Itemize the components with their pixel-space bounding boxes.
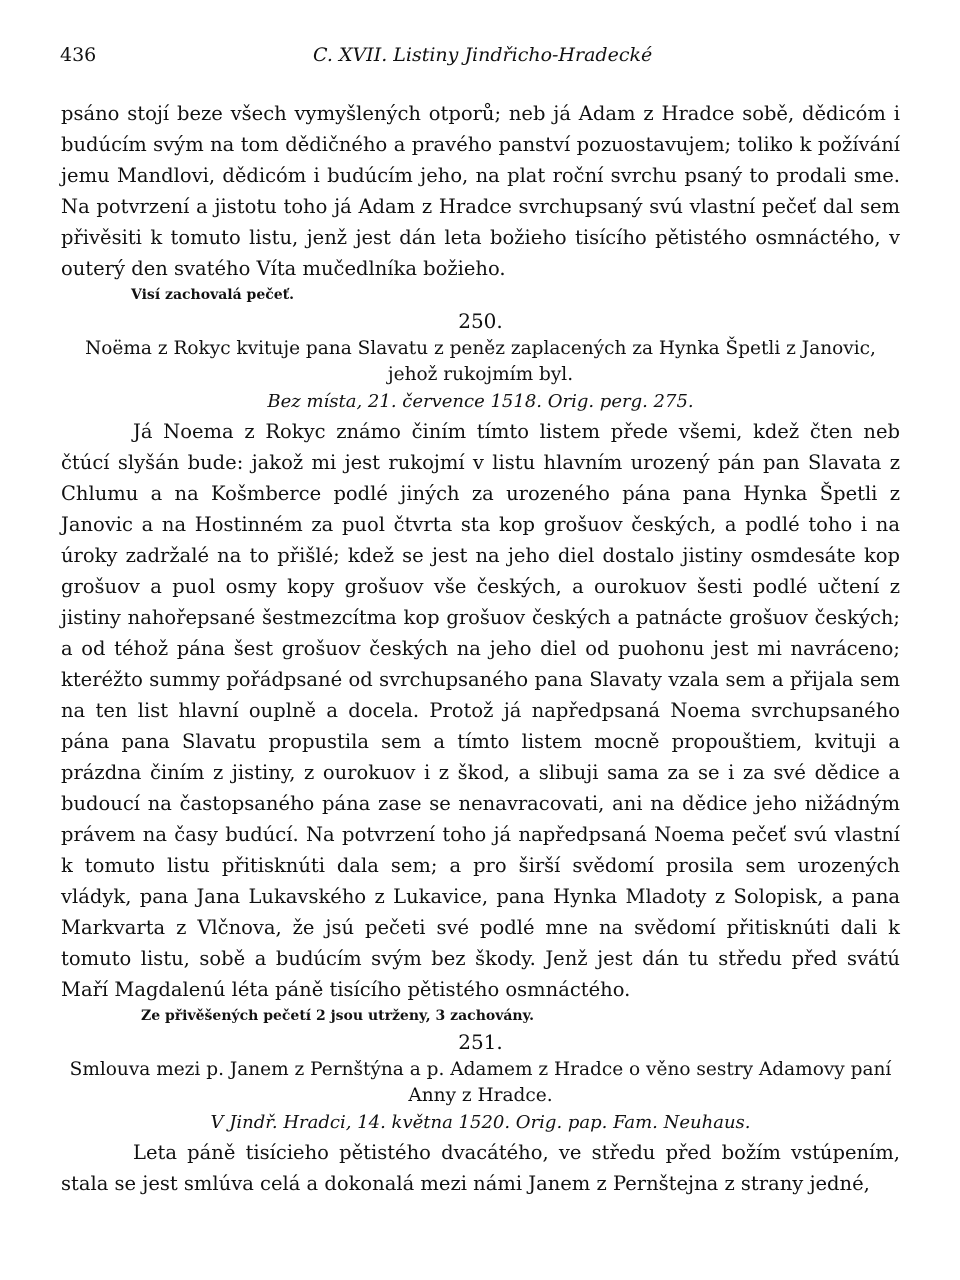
seal-note: Ze přivěšených pečetí 2 jsou utrženy, 3 zachovány.	[141, 1008, 535, 1024]
running-head: C. XVII. Listiny Jindřicho-Hradecké	[313, 44, 653, 66]
page-header	[60, 44, 900, 78]
document-summary: Smlouva mezi p. Janem z Pernštýna a p. Adamem z Hradce o věno sestry Adamovy paní Anny z Hradce.	[69, 1059, 892, 1106]
document-number: 251.	[458, 1030, 503, 1054]
seal-note: Visí zachovalá pečeť.	[131, 287, 295, 303]
document-number: 250.	[458, 309, 503, 333]
document-dateline: Bez místa, 21. července 1518. Orig. perg. 275.	[267, 391, 694, 412]
document-summary: Noëma z Rokyc kvituje pana Slavatu z peněz zaplacených za Hynka Špetli z Janovic, jehož rukojmím byl.	[85, 338, 876, 385]
page-body	[61, 98, 900, 1199]
carryover-paragraph: psáno stojí beze všech vymyšlených otporů; neb já Adam z Hradce sobě, dědicóm i budúcím svým na tom dědičného a pravého panství pozuostavujem; toliko k požívání jemu Mandlovi, dědicóm i budúcím jeho, na plat roční svrchu psaný to prodali sme. Na potvrzení a jistotu toho já Adam z Hradce svrchupsaný svú vlastní pečeť dal sem přivěsiti k tomuto listu, jenž jest dán leta božieho tisícího pětistého osmnáctého, v outerý den svatého Víta mučedlníka božieho.	[61, 102, 900, 280]
page-number: 436	[60, 44, 97, 66]
document-text: Leta páně tisícieho pětistého dvacátého, ve středu před božím vstúpením, stala se jest smlúva celá a dokonalá mezi námi Janem z Pernštejna z strany jedné,	[61, 1141, 900, 1195]
document-dateline: V Jindř. Hradci, 14. května 1520. Orig. pap. Fam. Neuhaus.	[210, 1112, 751, 1133]
document-text: Já Noema z Rokyc známo činím tímto listem přede všemi, kdež čten neb čtúcí slyšán bude: jakož mi jest rukojmí v listu hlavním urozený pán pan Slavata z Chlumu a na Košmberce podlé jiných za urozeného pána pana Hynka Špetli z Janovic a na Hostinném za puol čtvrta sta kop grošuov českých, a podlé toho i na úroky zadržalé na to přišlé; kdež se jest na jeho diel dostalo jistiny osmdesáte kop grošuov a puol osmy kopy grošuov vše českých, a ourokuov šesti podlé učtení z jistiny nahořepsané šestmezcítma kop grošuov českých a patnácte grošuov českých; a od téhož pána šest grošuov českých na jeho diel od puohonu jest mi navráceno; kteréžto summy pořádpsané od svrchupsaného pana Slavaty vzala sem a přijala sem na ten list hlavní ouplně a docela. Protož já napředpsaná Noema svrchupsaného pána pana Slavatu propustila sem a tímto listem mocně propouštiem, kvituji a prázdna činím z jistiny, z ourokuov i z škod, a slibuji sama za se i za své dědice a budoucí na častopsaného pána zase se nenavracovati, ani na dědice jeho nižádným právem na časy budúcí. Na potvrzení toho já napředpsaná Noema pečeť svú vlastní k tomuto listu přitisknúti dala sem; a pro širší svědomí prosila sem urozených vládyk, pana Jana Lukavského z Lukavice, pana Hynka Mladoty z Solopisk, a pana Markvarta z Vlčnova, že jsú pečeti své podlé mne na svědomí přitisknúti dali k tomuto listu, sobě a budúcím svým bez škody. Jenž jest dán tu středu před svátú Maří Magdalenú léta páně tisícího pětistého osmnáctého.	[61, 420, 900, 1001]
